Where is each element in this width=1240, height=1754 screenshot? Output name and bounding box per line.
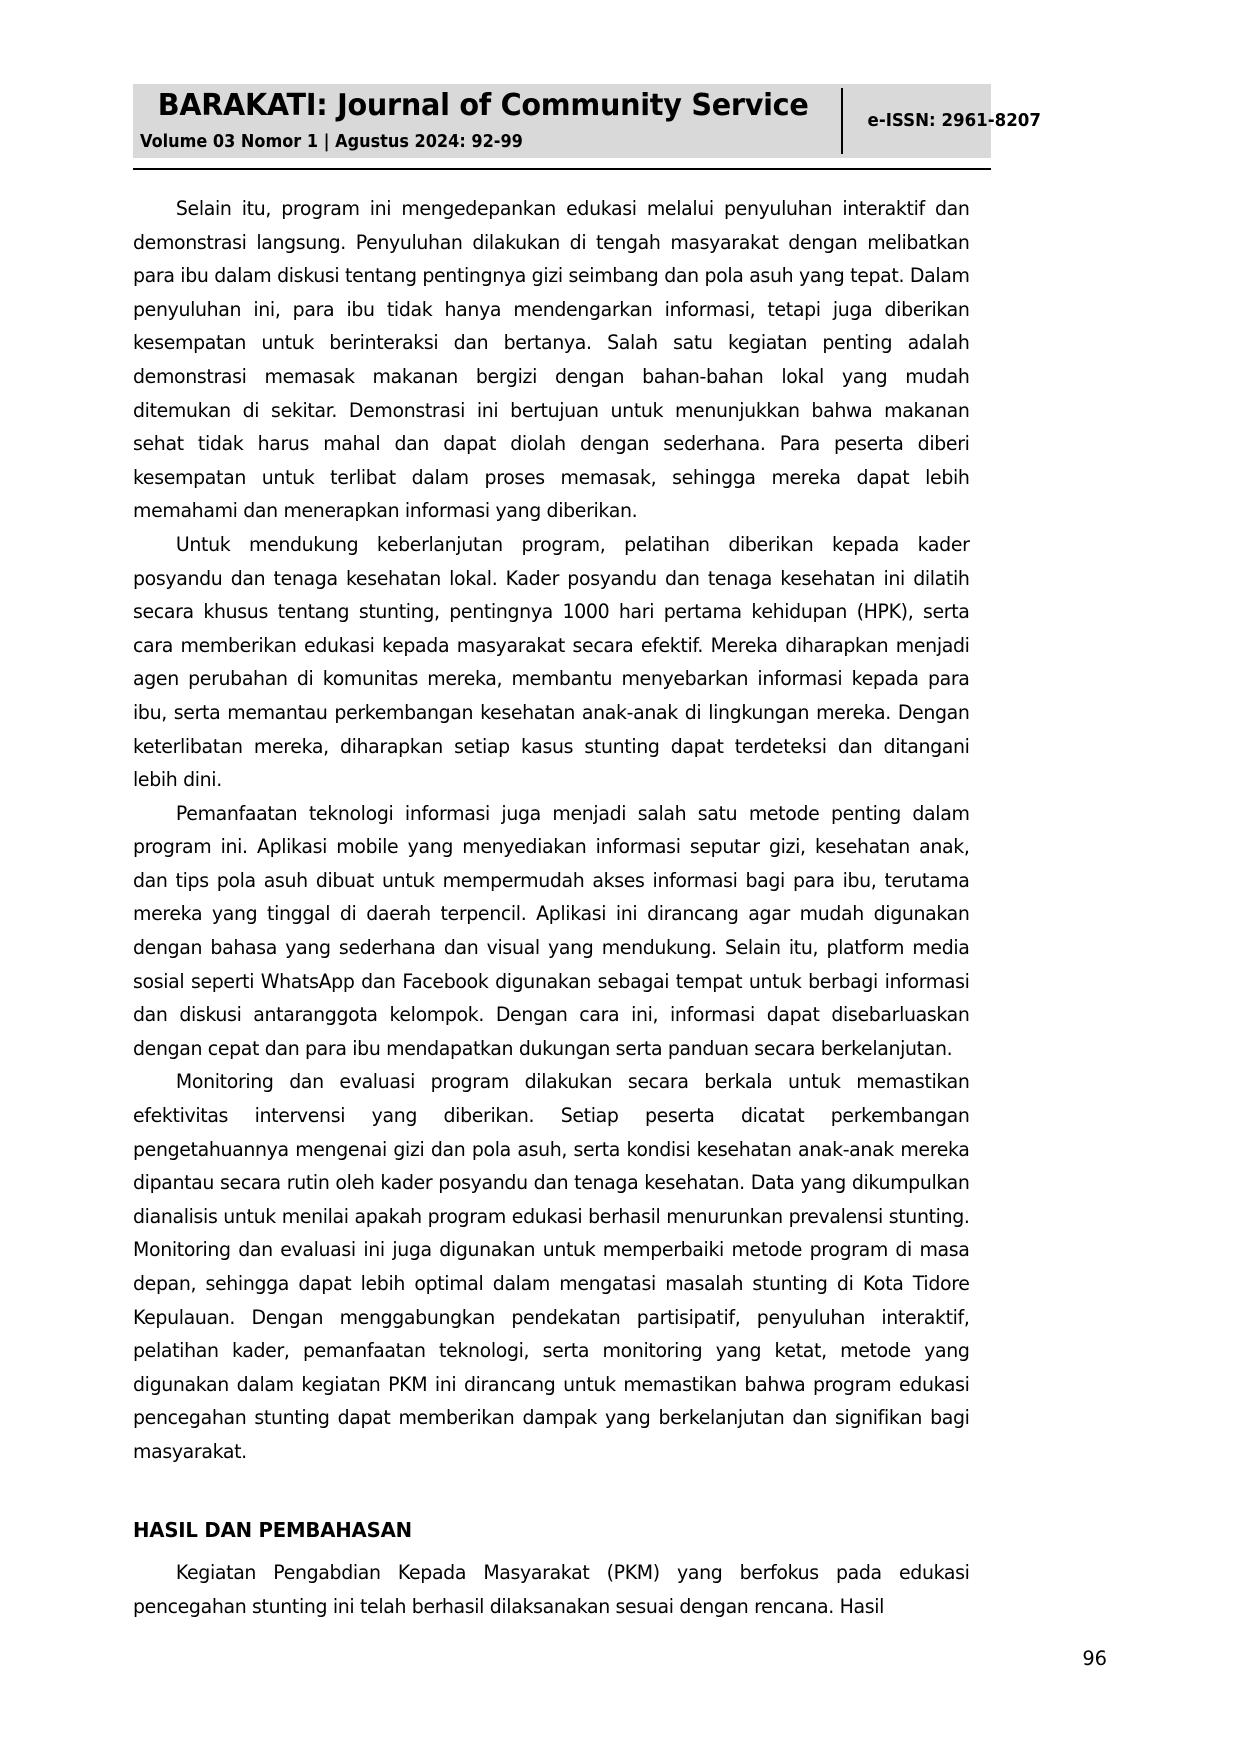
journal-title: BARAKATI: Journal of Community Service (157, 88, 809, 123)
article-body (133, 192, 991, 1623)
paragraph: Untuk mendukung keberlanjutan program, pelatihan diberikan kepada kader posyandu dan tenaga kesehatan lokal. Kader posyandu dan tenaga kesehatan ini dilatih secara khusus tentang stunting, pentingnya 1000 hari pertama kehidupan (HPK), serta cara memberikan edukasi kepada masyarakat secara efektif. Mereka diharapkan menjadi agen perubahan di komunitas mereka, membantu menyebarkan informasi kepada para ibu, serta memantau perkembangan kesehatan anak-anak di lingkungan mereka. Dengan keterlibatan mereka, diharapkan setiap kasus stunting dapat terdeteksi dan ditangani lebih dini. (133, 532, 970, 792)
paragraph: Selain itu, program ini mengedepankan edukasi melalui penyuluhan interaktif dan demonstrasi langsung. Penyuluhan dilakukan di tengah masyarakat dengan melibatkan para ibu dalam diskusi tentang pentingnya gizi seimbang dan pola asuh yang tepat. Dalam penyuluhan ini, para ibu tidak hanya mendengarkan informasi, tetapi juga diberikan kesempatan untuk berinteraksi dan bertanya. Salah satu kegiatan penting adalah demonstrasi memasak makanan bergizi dengan bahan-bahan lokal yang mudah ditemukan di sekitar. Demonstrasi ini bertujuan untuk menunjukkan bahwa makanan sehat tidak harus mahal dan dapat diolah dengan sederhana. Para peserta diberi kesempatan untuk terlibat dalam proses memasak, sehingga mereka dapat lebih memahami dan menerapkan informasi yang diberikan. (133, 197, 970, 523)
masthead-left-block (133, 84, 841, 158)
page-content (133, 0, 1041, 1754)
eissn-label: e-ISSN: 2961-8207 (867, 111, 1041, 131)
masthead-right-block (843, 84, 1065, 158)
page-footer (133, 1630, 1107, 1670)
spacer-before-heading (133, 1469, 991, 1514)
paragraph: Pemanfaatan teknologi informasi juga menjadi salah satu metode penting dalam program ini. Aplikasi mobile yang menyediakan informasi seputar gizi, kesehatan anak, dan tips pola asuh dibuat untuk mempermudah akses informasi bagi para ibu, terutama mereka yang tinggal di daerah terpencil. Aplikasi ini dirancang agar mudah digunakan dengan bahasa yang sederhana dan visual yang mendukung. Selain itu, platform media sosial seperti WhatsApp dan Facebook digunakan sebagai tempat untuk berbagi informasi dan diskusi antaranggota kelompok. Dengan cara ini, informasi dapat disebarluaskan dengan cepat dan para ibu mendapatkan dukungan serta panduan secara berkelanjutan. (133, 801, 970, 1060)
section-heading-hasil-dan-pembahasan: HASIL DAN PEMBAHASAN (133, 1517, 412, 1542)
paragraph: Kegiatan Pengabdian Kepada Masyarakat (PKM) yang berfokus pada edukasi pencegahan stunting ini telah berhasil dilaksanakan sesuai dengan rencana. Hasil (133, 1561, 970, 1618)
journal-volume-issue-pages: Volume 03 Nomor 1 | Agustus 2024: 92-99 (140, 131, 523, 152)
page-number: 96 (1082, 1647, 1107, 1670)
journal-masthead (133, 84, 1041, 158)
paragraph: Monitoring dan evaluasi program dilakukan secara berkala untuk memastikan efektivitas intervensi yang diberikan. Setiap peserta dicatat perkembangan pengetahuannya mengenai gizi dan pola asuh, serta kondisi kesehatan anak-anak mereka dipantau secara rutin oleh kader posyandu dan tenaga kesehatan. Data yang dikumpulkan dianalisis untuk menilai apakah program edukasi berhasil menurunkan prevalensi stunting. Monitoring dan evaluasi ini juga digunakan untuk memperbaiki metode program di masa depan, sehingga dapat lebih optimal dalam mengatasi masalah stunting di Kota Tidore Kepulauan. Dengan menggabungkan pendekatan partisipatif, penyuluhan interaktif, pelatihan kader, pemanfaatan teknologi, serta monitoring yang ketat, metode yang digunakan dalam kegiatan PKM ini dirancang untuk memastikan bahwa program edukasi pencegahan stunting dapat memberikan dampak yang berkelanjutan dan signifikan bagi masyarakat. (133, 1070, 970, 1463)
spacer-after-heading (133, 1547, 991, 1556)
header-horizontal-rule (133, 168, 991, 170)
